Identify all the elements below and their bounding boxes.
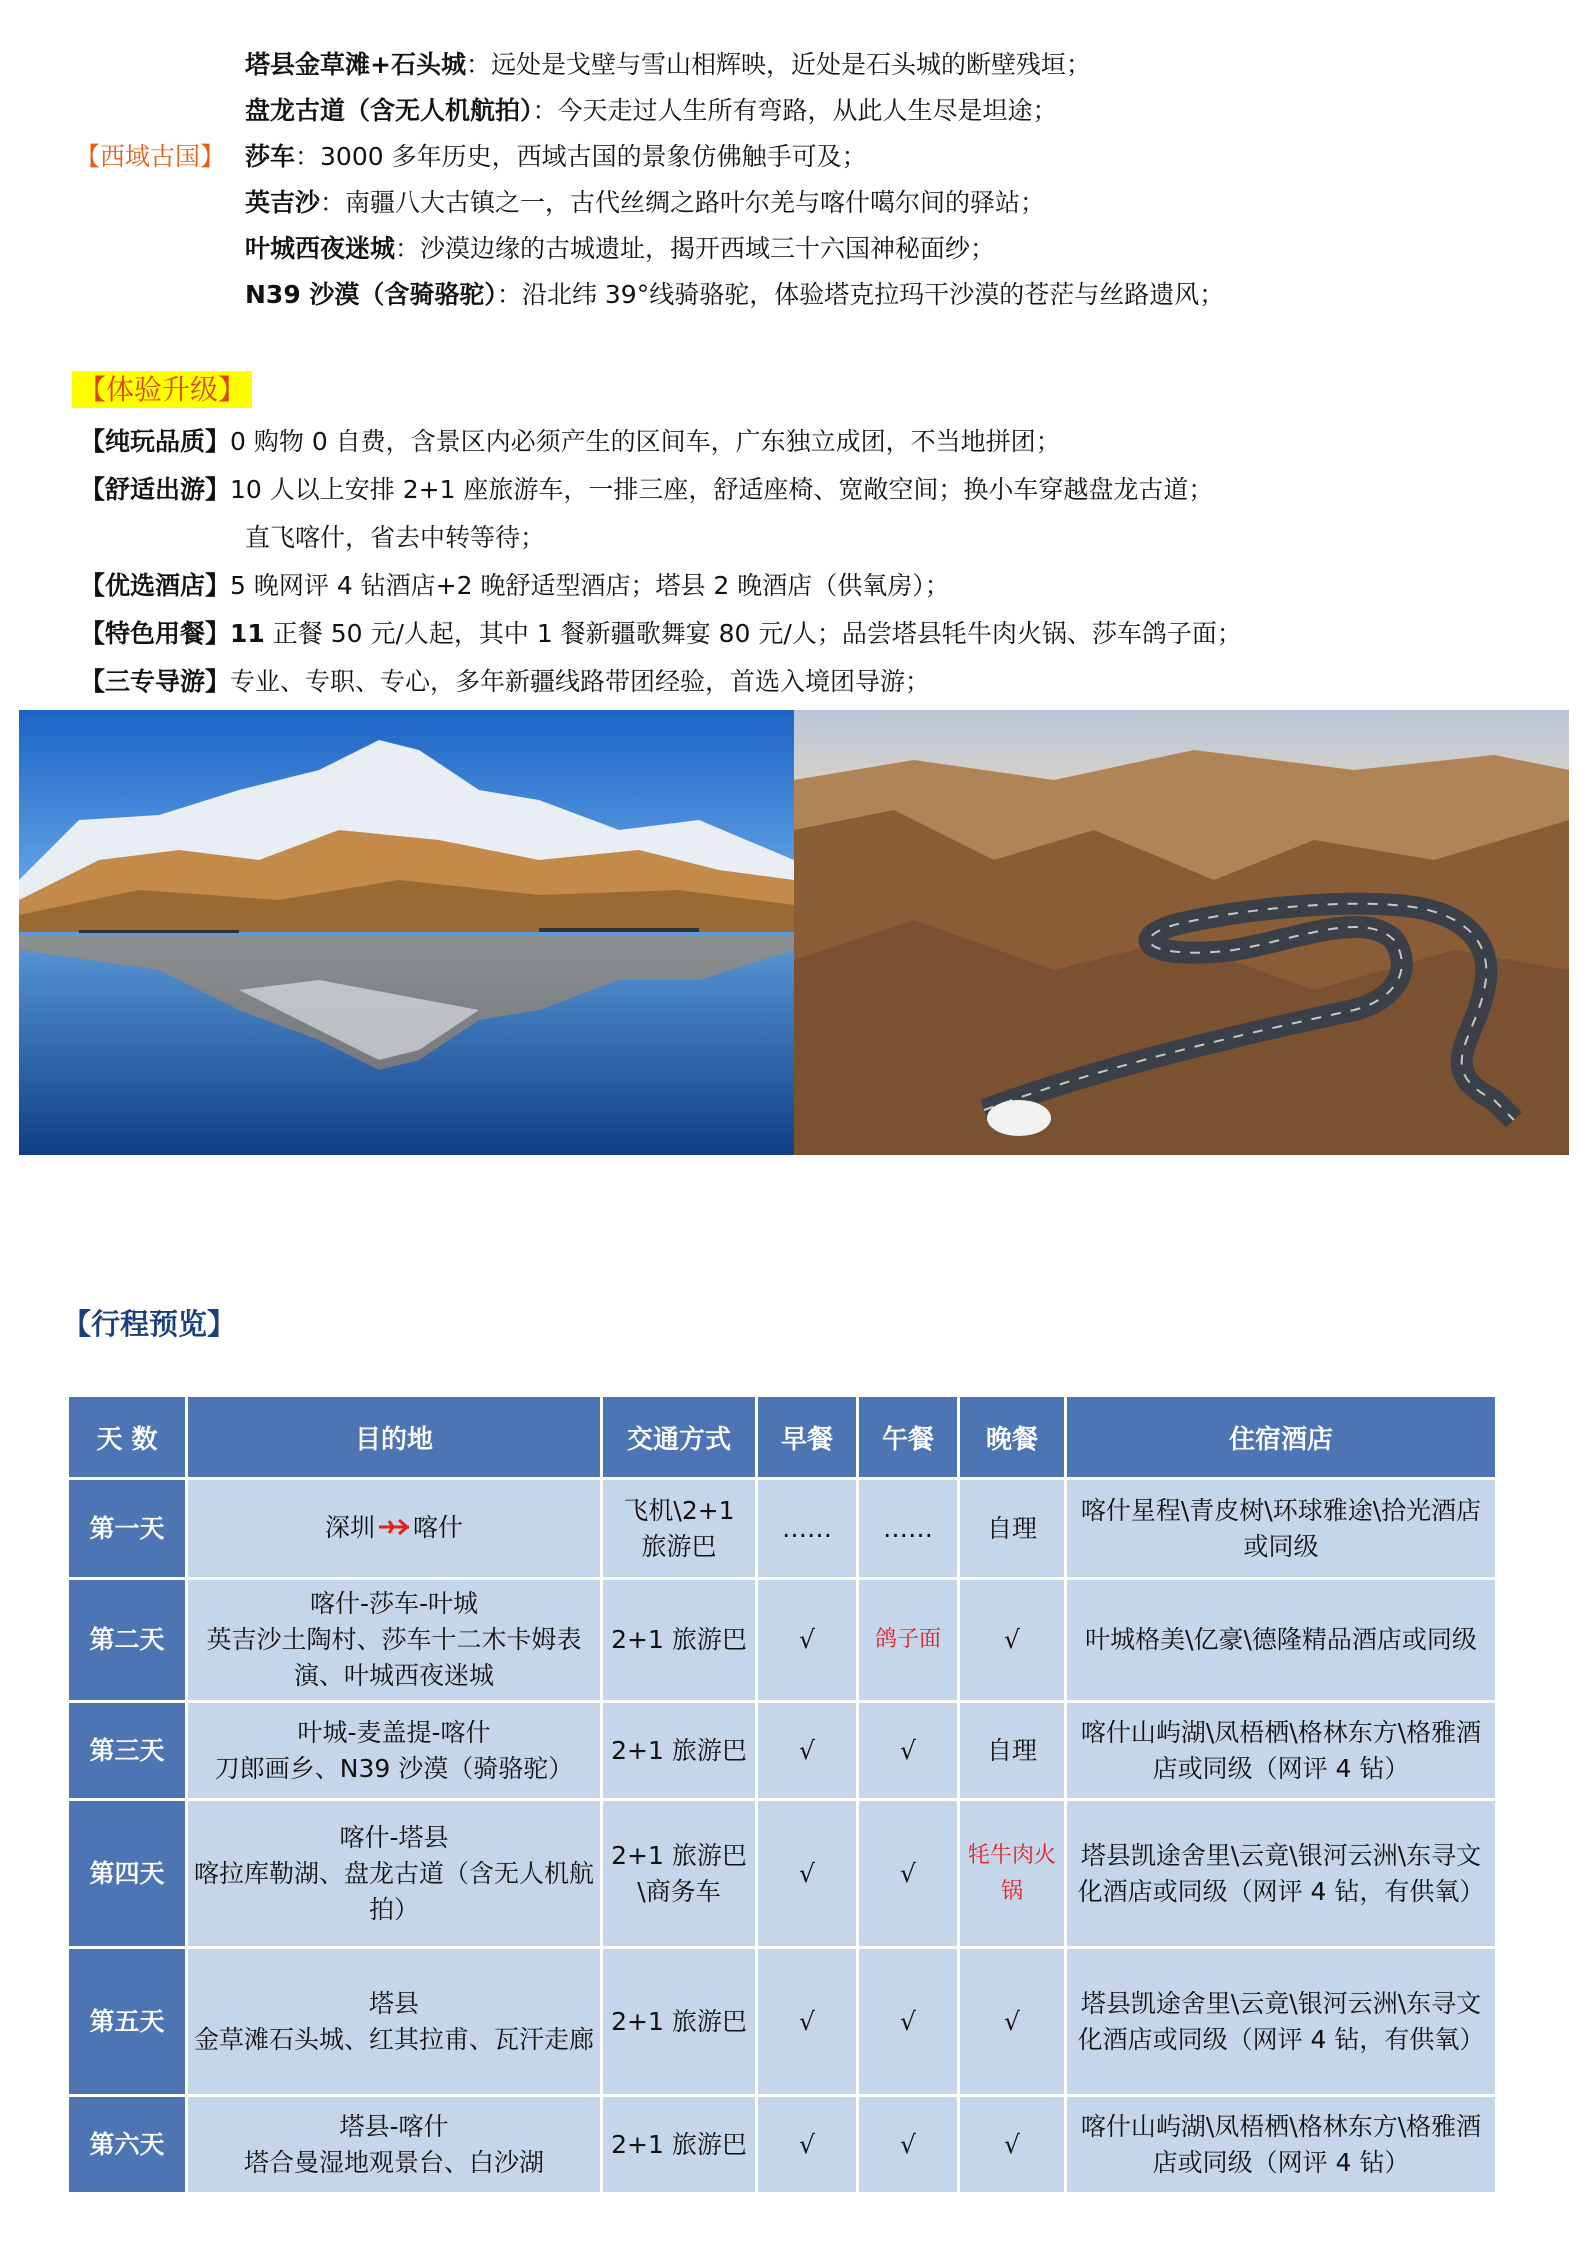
highlight-title: N39 沙漠（含骑骆驼） [245, 280, 497, 309]
header-transport: 交通方式 [603, 1397, 755, 1477]
header-destination: 目的地 [188, 1397, 600, 1477]
winding-road-photo-icon [794, 710, 1569, 1155]
header-dinner: 晚餐 [960, 1397, 1064, 1477]
dinner-cell: √ [960, 1949, 1064, 2094]
karakul-lake-photo [19, 710, 794, 1155]
header-hotel: 住宿酒店 [1067, 1397, 1495, 1477]
lunch-cell: √ [859, 2097, 957, 2192]
dinner-cell: 牦牛肉火锅 [960, 1801, 1064, 1946]
transport-cell: 2+1 旅游巴 [603, 1703, 755, 1798]
highlight-item: 盘龙古道（含无人机航拍）：今天走过人生所有弯路，从此人生尽是坦途； [245, 96, 1058, 125]
highlight-desc: 南疆八大古镇之一，古代丝绸之路叶尔羌与喀什噶尔间的驿站； [345, 188, 1046, 217]
lunch-cell: √ [859, 1703, 957, 1798]
day-cell: 第六天 [69, 2097, 185, 2192]
transport-cell: 2+1 旅游巴\商务车 [603, 1801, 755, 1946]
highlight-desc: 远处是戈壁与雪山相辉映，近处是石头城的断壁残垣； [490, 50, 1091, 79]
table-row [69, 1801, 1495, 1946]
highlight-item: 叶城西夜迷城：沙漠边缘的古城遗址，揭开西域三十六国神秘面纱； [245, 234, 996, 263]
breakfast-cell: √ [758, 1580, 856, 1700]
destination-cell: 喀什-塔县 喀拉库勒湖、盘龙古道（含无人机航拍） [188, 1801, 600, 1946]
table-header-row [69, 1397, 1495, 1477]
highlight-title: 塔县金草滩+石头城 [245, 50, 466, 79]
upgrade-item-continuation: 直飞喀什，省去中转等待； [245, 523, 546, 552]
upgrade-item: 【三专导游】专业、专职、专心，多年新疆线路带团经验，首选入境团导游； [80, 667, 931, 696]
table-row [69, 1703, 1495, 1798]
itinerary-heading: 【行程预览】 [62, 1307, 237, 1341]
table-row [69, 1480, 1495, 1577]
dinner-cell: √ [960, 2097, 1064, 2192]
table-row [69, 2097, 1495, 2192]
breakfast-cell: √ [758, 1949, 856, 2094]
lunch-cell: 鸽子面 [859, 1580, 957, 1700]
upgrade-item: 【优选酒店】5 晚网评 4 钻酒店+2 晚舒适型酒店；塔县 2 晚酒店（供氧房）； [80, 571, 950, 600]
hotel-cell: 喀什星程\青皮树\环球雅途\拾光酒店或同级 [1067, 1480, 1495, 1577]
lunch-cell: √ [859, 1949, 957, 2094]
highlight-desc: 3000 多年历史，西域古国的景象仿佛触手可及； [320, 142, 867, 171]
upgrade-label: 【舒适出游】 [80, 475, 231, 504]
upgrade-label: 【特色用餐】 [80, 619, 231, 648]
day-cell: 第五天 [69, 1949, 185, 2094]
table-row [69, 1580, 1495, 1700]
dinner-cell: 自理 [960, 1703, 1064, 1798]
header-lunch: 午餐 [859, 1397, 957, 1477]
upgrade-item: 【舒适出游】10 人以上安排 2+1 座旅游车，一排三座，舒适座椅、宽敞空间；换小车穿越盘龙古道； [80, 475, 1214, 504]
dinner-cell: 自理 [960, 1480, 1064, 1577]
upgrade-item: 【特色用餐】11 正餐 50 元/人起，其中 1 餐新疆歌舞宴 80 元/人；品尝塔县牦牛肉火锅、莎车鸽子面； [80, 619, 1242, 648]
breakfast-cell: √ [758, 2097, 856, 2192]
day-cell: 第三天 [69, 1703, 185, 1798]
highlight-title: 英吉沙 [245, 188, 321, 217]
highlight-item: N39 沙漠（含骑骆驼）：沿北纬 39°线骑骆驼，体验塔克拉玛干沙漠的苍茫与丝路遗风； [245, 280, 1225, 309]
dinner-cell: √ [960, 1580, 1064, 1700]
transport-cell: 2+1 旅游巴 [603, 1580, 755, 1700]
upgrade-item: 【纯玩品质】0 购物 0 自费，含景区内必须产生的区间车，广东独立成团，不当地拼团； [80, 427, 1061, 456]
transport-cell: 2+1 旅游巴 [603, 2097, 755, 2192]
airplane-icon [377, 1511, 411, 1547]
destination-cell: 塔县-喀什 塔合曼湿地观景台、白沙湖 [188, 2097, 600, 2192]
hotel-cell: 塔县凯途舍里\云竟\银河云洲\东寻文化酒店或同级（网评 4 钻，有供氧） [1067, 1949, 1495, 2094]
day-cell: 第一天 [69, 1480, 185, 1577]
upgrade-label: 【优选酒店】 [80, 571, 231, 600]
highlight-desc: 沿北纬 39°线骑骆驼，体验塔克拉玛干沙漠的苍茫与丝路遗风； [521, 280, 1225, 309]
highlight-title: 叶城西夜迷城 [245, 234, 396, 263]
group-tag-western-kingdoms: 【西域古国】 [75, 142, 226, 171]
highlight-item: 塔县金草滩+石头城：远处是戈壁与雪山相辉映，近处是石头城的断壁残垣； [245, 50, 1091, 79]
day-cell: 第二天 [69, 1580, 185, 1700]
hotel-cell: 塔县凯途舍里\云竟\银河云洲\东寻文化酒店或同级（网评 4 钻，有供氧） [1067, 1801, 1495, 1946]
highlight-desc: 今天走过人生所有弯路，从此人生尽是坦途； [557, 96, 1058, 125]
highlight-item: 英吉沙：南疆八大古镇之一，古代丝绸之路叶尔羌与喀什噶尔间的驿站； [245, 188, 1046, 217]
destination-cell: 喀什-莎车-叶城 英吉沙土陶村、莎车十二木卡姆表演、叶城西夜迷城 [188, 1580, 600, 1700]
lunch-cell: √ [859, 1801, 957, 1946]
table-row [69, 1949, 1495, 2094]
highlight-desc: 沙漠边缘的古城遗址，揭开西域三十六国神秘面纱； [420, 234, 996, 263]
transport-cell: 2+1 旅游巴 [603, 1949, 755, 2094]
destination-cell: 深圳 喀什 [188, 1480, 600, 1577]
day-cell: 第四天 [69, 1801, 185, 1946]
highlight-item: 莎车：3000 多年历史，西域古国的景象仿佛触手可及； [245, 142, 867, 171]
hotel-cell: 叶城格美\亿豪\德隆精品酒店或同级 [1067, 1580, 1495, 1700]
mountain-lake-photo-icon [19, 710, 794, 1155]
hotel-cell: 喀什山屿湖\凤梧栖\格林东方\格雅酒店或同级（网评 4 钻） [1067, 1703, 1495, 1798]
header-day: 天 数 [69, 1397, 185, 1477]
destination-cell: 塔县 金草滩石头城、红其拉甫、瓦汗走廊 [188, 1949, 600, 2094]
destination-cell: 叶城-麦盖提-喀什 刀郎画乡、N39 沙漠（骑骆驼） [188, 1703, 600, 1798]
upgrade-heading: 【体验升级】 [72, 372, 252, 409]
breakfast-cell: √ [758, 1801, 856, 1946]
upgrade-label: 【纯玩品质】 [80, 427, 231, 456]
highlight-title: 盘龙古道（含无人机航拍） [245, 96, 533, 125]
itinerary-table [66, 1394, 1498, 2195]
highlight-title: 莎车 [245, 142, 296, 171]
upgrade-label: 【三专导游】 [80, 667, 231, 696]
breakfast-cell: √ [758, 1703, 856, 1798]
hotel-cell: 喀什山屿湖\凤梧栖\格林东方\格雅酒店或同级（网评 4 钻） [1067, 2097, 1495, 2192]
panlong-road-photo [794, 710, 1569, 1155]
breakfast-cell: …… [758, 1480, 856, 1577]
lunch-cell: …… [859, 1480, 957, 1577]
header-breakfast: 早餐 [758, 1397, 856, 1477]
transport-cell: 飞机\2+1 旅游巴 [603, 1480, 755, 1577]
